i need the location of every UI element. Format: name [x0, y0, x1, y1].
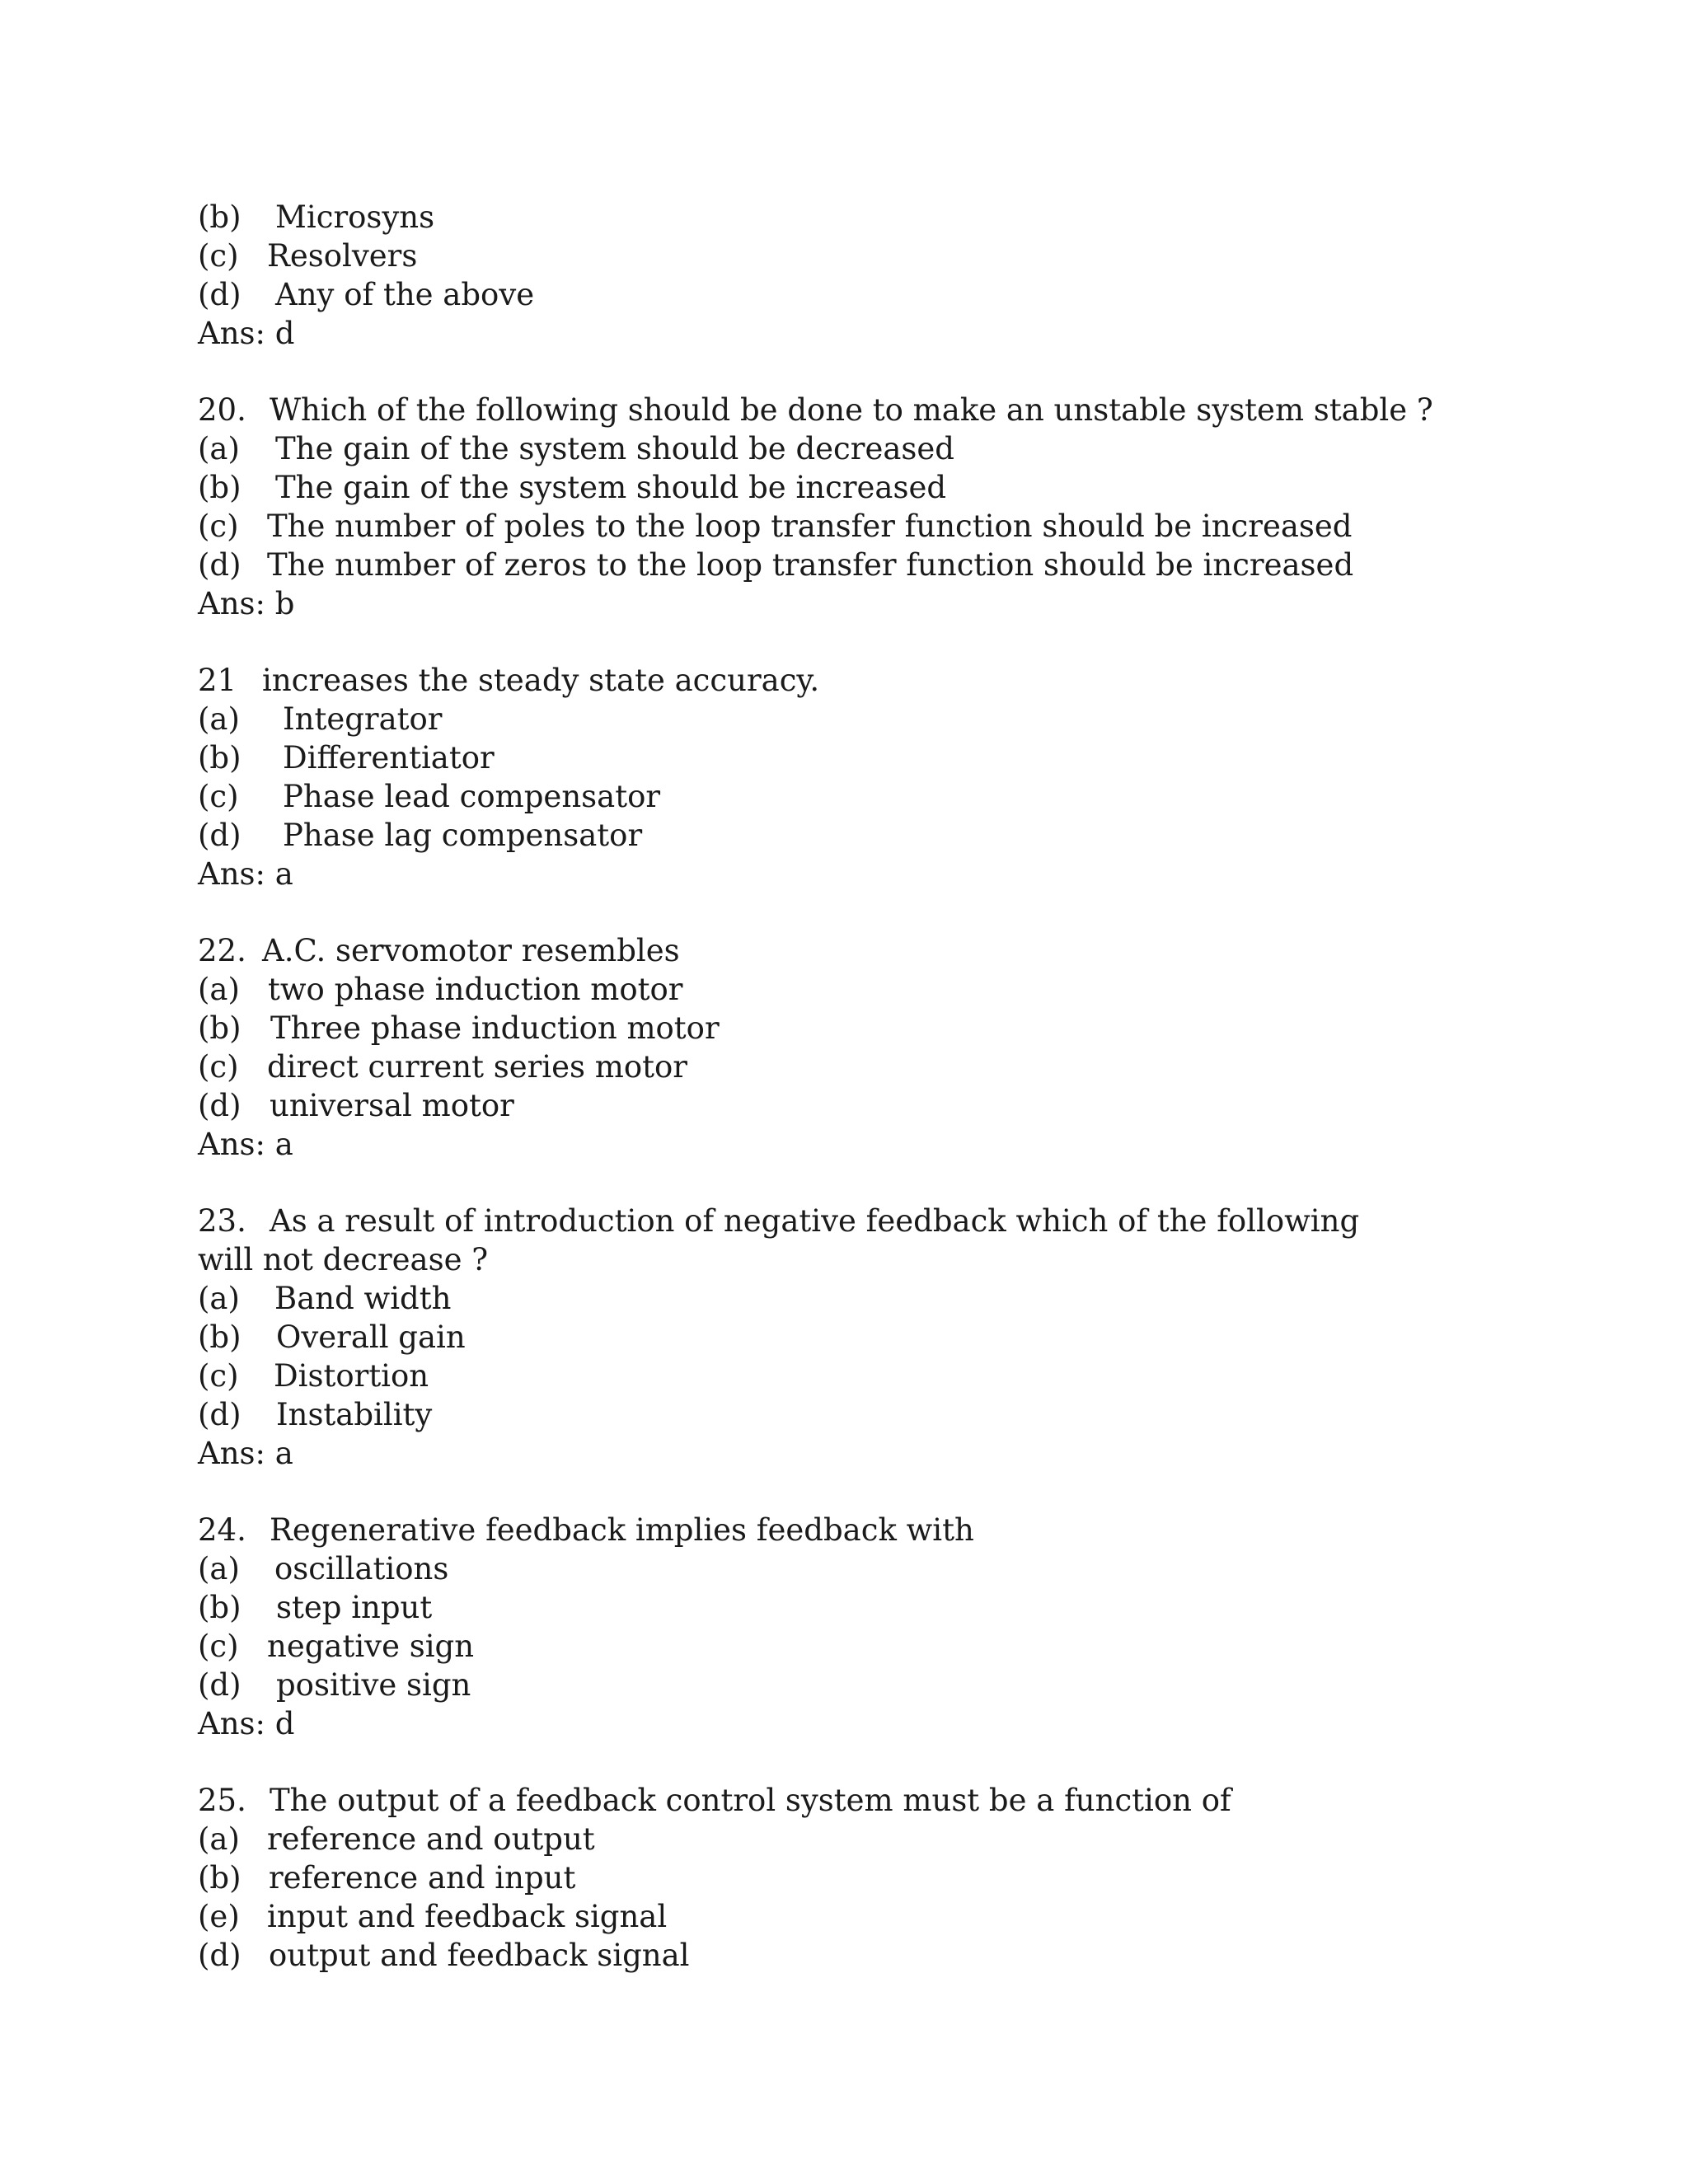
option-text: Integrator: [283, 701, 443, 737]
question-stem: [198, 1202, 1401, 1279]
question-24: [198, 1511, 1517, 1743]
option-row: [198, 1858, 1517, 1897]
option-label: (a): [198, 1281, 240, 1316]
option-label: (d): [198, 277, 241, 312]
option-row: [198, 275, 1517, 314]
option-row: [198, 237, 1517, 275]
question-21: [198, 661, 1517, 893]
option-label: (b): [198, 199, 241, 235]
option-text: The number of zeros to the loop transfer function should be increased: [267, 547, 1354, 583]
option-row: [198, 738, 1517, 777]
question-number: 23.: [198, 1203, 246, 1239]
option-label: (d): [198, 1667, 241, 1703]
option-row: [198, 1047, 1517, 1086]
option-label: (d): [198, 1397, 241, 1432]
answer: Ans: b: [198, 586, 295, 621]
option-row: [198, 816, 1517, 855]
option-row: [198, 970, 1517, 1009]
question-text: Regenerative feedback implies feedback with: [270, 1512, 974, 1548]
option-text: Three phase induction motor: [270, 1010, 720, 1046]
answer: Ans: a: [198, 856, 293, 892]
question-number: 24.: [198, 1512, 246, 1548]
option-text: positive sign: [276, 1667, 471, 1703]
question-number: 21: [198, 663, 237, 698]
option-text: The number of poles to the loop transfer function should be increased: [267, 509, 1353, 544]
option-text: input and feedback signal: [267, 1899, 668, 1934]
option-label: (b): [198, 1319, 241, 1355]
option-label: (d): [198, 1088, 241, 1123]
option-text: two phase induction motor: [268, 972, 683, 1007]
question-text: As a result of introduction of negative feedback which of the following will not decrease ?: [198, 1203, 1360, 1277]
question-stem: [198, 391, 1517, 429]
option-label: (b): [198, 470, 241, 505]
option-row: [198, 468, 1517, 507]
option-label: (d): [198, 547, 241, 583]
question-23: [198, 1202, 1517, 1473]
option-text: Differentiator: [283, 740, 495, 776]
option-row: [198, 429, 1517, 468]
question-number: 22.: [198, 933, 246, 968]
option-text: direct current series motor: [267, 1049, 687, 1085]
option-label: (c): [198, 1629, 239, 1664]
option-label: (a): [198, 972, 240, 1007]
answer: Ans: a: [198, 1436, 293, 1471]
option-row: [198, 1549, 1517, 1588]
option-row: [198, 1897, 1517, 1936]
option-row: [198, 1936, 1517, 1975]
option-row: [198, 507, 1517, 546]
question-text: The output of a feedback control system must be a function of: [270, 1783, 1231, 1818]
option-row: [198, 1820, 1517, 1858]
option-label: (c): [198, 238, 239, 274]
option-row: [198, 1588, 1517, 1627]
question-text: increases the steady state accuracy.: [262, 663, 820, 698]
question-text: A.C. servomotor resembles: [262, 933, 680, 968]
option-label: (a): [198, 1551, 240, 1586]
question-text: Which of the following should be done to make an unstable system stable ?: [270, 392, 1433, 428]
option-text: output and feedback signal: [269, 1938, 690, 1973]
option-text: Microsyns: [275, 199, 435, 235]
option-text: The gain of the system should be increased: [275, 470, 947, 505]
option-row: [198, 1666, 1517, 1704]
option-label: (a): [198, 1821, 240, 1857]
option-row: [198, 777, 1517, 816]
option-text: Phase lead compensator: [283, 779, 661, 814]
option-label: (a): [198, 701, 240, 737]
option-row: [198, 1357, 1517, 1395]
option-label: (d): [198, 818, 241, 853]
question-22: [198, 931, 1517, 1164]
answer: Ans: a: [198, 1127, 293, 1162]
option-row: [198, 198, 1517, 237]
option-label: (c): [198, 509, 239, 544]
answer: Ans: d: [198, 1706, 295, 1741]
question-20: [198, 391, 1517, 623]
question-25: [198, 1781, 1517, 1975]
question-stem: [198, 1511, 1517, 1549]
option-row: [198, 700, 1517, 738]
question-stem: [198, 661, 1517, 700]
option-row: [198, 1395, 1517, 1434]
option-text: The gain of the system should be decreased: [275, 431, 954, 466]
option-label: (c): [198, 1358, 239, 1394]
option-row: [198, 1318, 1517, 1357]
option-text: oscillations: [274, 1551, 449, 1586]
question-stem: [198, 931, 1517, 970]
option-text: Instability: [276, 1397, 433, 1432]
option-text: Resolvers: [267, 238, 418, 274]
question-19-continuation: [198, 198, 1517, 353]
option-text: step input: [276, 1590, 433, 1625]
option-text: Distortion: [274, 1358, 429, 1394]
option-text: Band width: [274, 1281, 452, 1316]
option-text: Phase lag compensator: [283, 818, 643, 853]
document-page: [198, 198, 1517, 2013]
option-label: (e): [198, 1899, 240, 1934]
question-number: 25.: [198, 1783, 246, 1818]
question-number: 20.: [198, 392, 246, 428]
option-label: (b): [198, 1860, 241, 1896]
option-text: universal motor: [270, 1088, 514, 1123]
option-row: [198, 1009, 1517, 1047]
option-label: (c): [198, 1049, 239, 1085]
option-row: [198, 1086, 1517, 1125]
option-label: (c): [198, 779, 239, 814]
option-label: (a): [198, 431, 240, 466]
question-stem: [198, 1781, 1517, 1820]
option-text: negative sign: [267, 1629, 475, 1664]
option-text: reference and output: [267, 1821, 595, 1857]
option-row: [198, 1279, 1517, 1318]
option-label: (b): [198, 1590, 241, 1625]
option-label: (b): [198, 1010, 241, 1046]
option-text: Overall gain: [276, 1319, 466, 1355]
option-row: [198, 546, 1517, 584]
option-text: reference and input: [269, 1860, 576, 1896]
option-label: (d): [198, 1938, 241, 1973]
option-label: (b): [198, 740, 241, 776]
answer: Ans: d: [198, 316, 295, 351]
option-row: [198, 1627, 1517, 1666]
option-text: Any of the above: [275, 277, 535, 312]
